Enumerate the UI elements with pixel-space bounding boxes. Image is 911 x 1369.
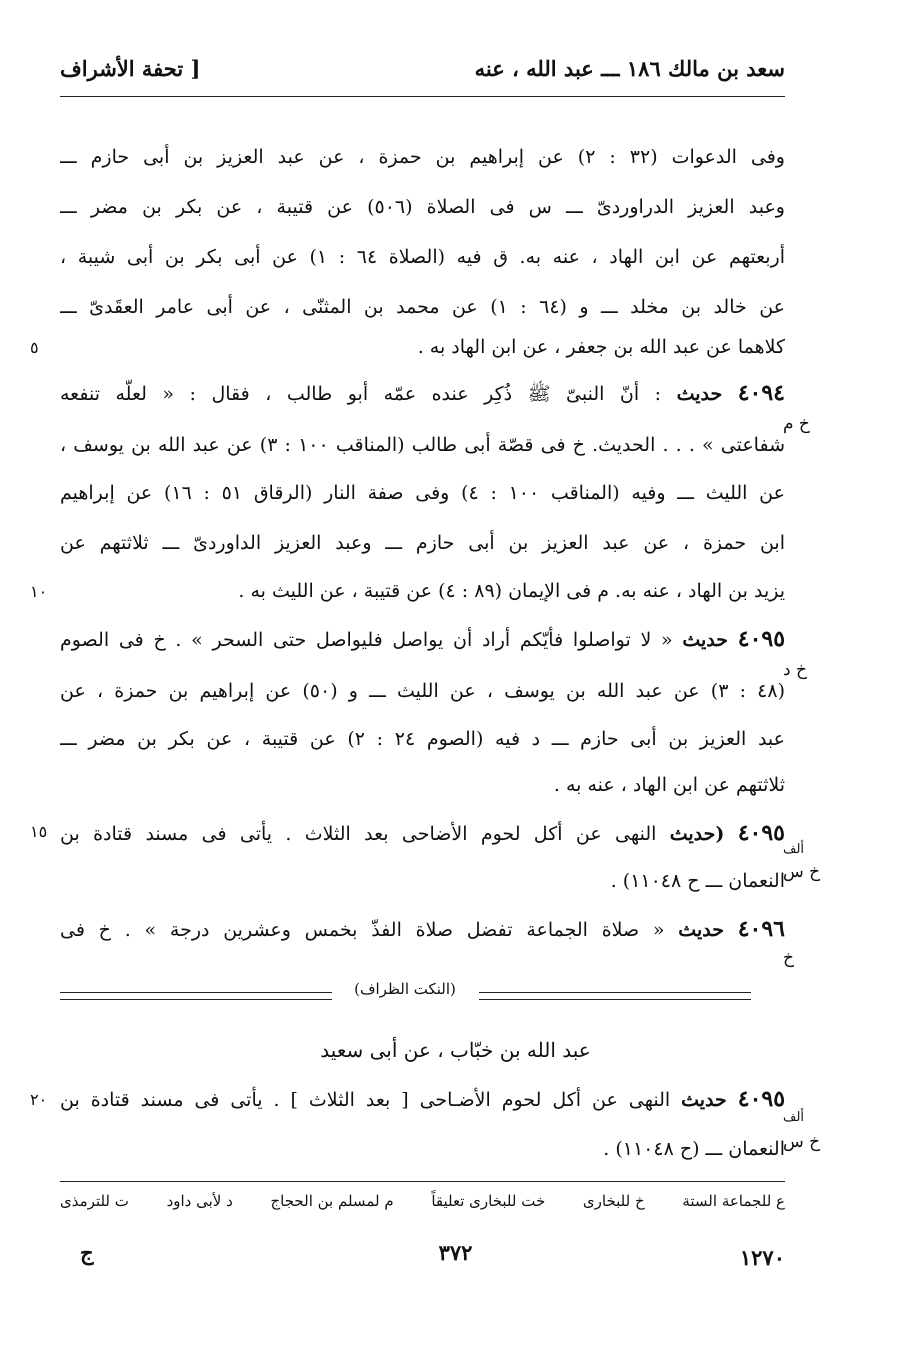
entry-number: ٤٠٩٥ — [737, 1086, 785, 1112]
abbreviation-item: ت للترمذى — [60, 1192, 129, 1210]
entry-keyword: حديث — [676, 383, 723, 405]
source-sigla: خ — [783, 948, 794, 968]
text-line: عن الليث ـــ وفيه (المناقب ١٠٠ : ٤) وفى صفة النار (الرقاق ٥١ : ١٦) عن إبراهيم — [60, 482, 785, 504]
entry-text: النهى عن أكل لحوم الأضاحى بعد الثلاث . يأتى فى مسند قتادة بن — [60, 823, 657, 845]
entry-text: « لا تواصلوا فأيّكم أراد أن يواصل فليواصل حتى السحر » . خ فى الصوم — [60, 629, 673, 651]
nukat-label: (النكت الظراف) — [354, 980, 456, 998]
section-subheading: عبد الله بن خبّاب ، عن أبى سعيد — [320, 1038, 591, 1062]
text-line: أربعتهم عن ابن الهاد ، عنه به. ق فيه (الصلاة ٦٤ : ١) عن أبى بكر بن أبى شيبة ، — [60, 246, 785, 268]
line-number-5: ٥ — [30, 338, 39, 357]
entry-number: ٤٠٩٤ — [737, 380, 785, 406]
footer-rule — [60, 1181, 785, 1182]
entry-keyword: حديث — [678, 919, 724, 941]
text-line: وعبد العزيز الدراوردىّ ـــ س فى الصلاة (٥٠٦) عن قتيبة ، عن بكر بن مضر ـــ — [60, 196, 785, 218]
line-number-10: ١٠ — [30, 582, 48, 601]
abbreviation-item: ع للجماعة الستة — [682, 1192, 785, 1210]
running-header-title: [ تحفة الأشراف — [60, 56, 201, 81]
abbreviation-item: د لأبى داود — [166, 1192, 233, 1210]
text-line: النعمان ـــ ح ١١٠٤٨) . — [610, 870, 785, 892]
entry-keyword: حديث — [681, 1089, 727, 1111]
text-line: (٤٨ : ٣) عن عبد الله بن يوسف ، عن الليث ـــ و (٥٠) عن إبراهيم بن حمزة ، عن — [60, 680, 785, 702]
nukat-divider — [60, 980, 751, 1004]
hadith-entry-4095a — [60, 818, 785, 849]
text-line: يزيد بن الهاد ، عنه به. م فى الإيمان (٨٩ : ٤) عن قتيبة ، عن الليث به . — [238, 580, 785, 602]
nukat-entry-4095 — [60, 1084, 785, 1115]
divider-rule — [479, 992, 751, 1000]
page-number: ٣٧٢ — [438, 1240, 473, 1265]
hadith-entry-4094 — [60, 378, 785, 409]
entry-number: ٤٠٩٥ — [737, 820, 785, 846]
text-line: ابن حمزة ، عن عبد العزيز بن أبى حازم ـــ وعبد العزيز الداوردىّ ـــ ثلاثتهم عن — [60, 532, 785, 554]
text-line: النعمان ـــ (ح ١١٠٤٨) . — [603, 1138, 785, 1160]
serial-number: ١٢٧٠ — [739, 1245, 785, 1270]
source-sigla: خ د — [783, 660, 807, 680]
abbreviation-item: م لمسلم بن الحجاج — [270, 1192, 394, 1210]
source-sigla-suffix: ألف — [783, 1110, 805, 1125]
text-line: ثلاثتهم عن ابن الهاد ، عنه به . — [553, 774, 785, 796]
text-line: عبد العزيز بن أبى حازم ـــ د فيه (الصوم ٢٤ : ٢) عن قتيبة ، عن بكر بن مضر ـــ — [60, 728, 785, 750]
source-sigla: خ س — [783, 862, 821, 882]
entry-text: « صلاة الجماعة تفضل صلاة الفذّ بخمس وعشرين درجة » . خ فى — [60, 919, 665, 941]
line-number-15: ١٥ — [30, 822, 48, 841]
entry-keyword: (حديث — [669, 823, 725, 845]
entry-text: النهى عن أكل لحوم الأضـاحى [ بعد الثلاث ] . يأتى فى مسند قتادة بن — [60, 1089, 671, 1111]
source-sigla: خ م — [783, 414, 810, 434]
source-sigla: خ س — [783, 1132, 821, 1152]
text-line: كلاهما عن عبد الله بن جعفر ، عن ابن الهاد به . — [417, 336, 785, 358]
abbreviation-key — [60, 1192, 785, 1210]
text-line: وفى الدعوات (٣٢ : ٢) عن إبراهيم بن حمزة ، عن عبد العزيز بن أبى حازم ـــ — [60, 146, 785, 168]
entry-keyword: حديث — [682, 629, 729, 651]
hadith-entry-4095 — [60, 624, 785, 655]
line-number-20: ٢٠ — [30, 1090, 48, 1109]
hadith-entry-4096 — [60, 914, 785, 945]
entry-text: : أنّ النبىّ ﷺ ذُكِر عنده عمّه أبو طالب ، فقال : « لعلّه تنفعه — [60, 383, 662, 405]
divider-rule — [60, 992, 332, 1000]
header-rule — [60, 96, 785, 97]
abbreviation-item: خ للبخارى — [582, 1192, 645, 1210]
entry-number: ٤٠٩٦ — [737, 916, 785, 942]
entry-number: ٤٠٩٥ — [737, 626, 785, 652]
abbreviation-item: خت للبخارى تعليقاً — [431, 1192, 546, 1210]
text-line: شفاعتى » . . . الحديث. خ فى قصّة أبى طالب (المناقب ١٠٠ : ٣) عن عبد الله بن يوسف ، — [60, 434, 785, 456]
source-sigla-suffix: ألف — [783, 842, 805, 857]
running-header-chapter: سعد بن مالك ١٨٦ ـــ عبد الله ، عنه — [474, 56, 785, 81]
signature-mark: ج — [80, 1240, 94, 1265]
text-line: عن خالد بن مخلد ـــ و (٦٤ : ١) عن محمد بن المثنّى ، عن أبى عامر العقَدىّ ـــ — [60, 296, 785, 318]
